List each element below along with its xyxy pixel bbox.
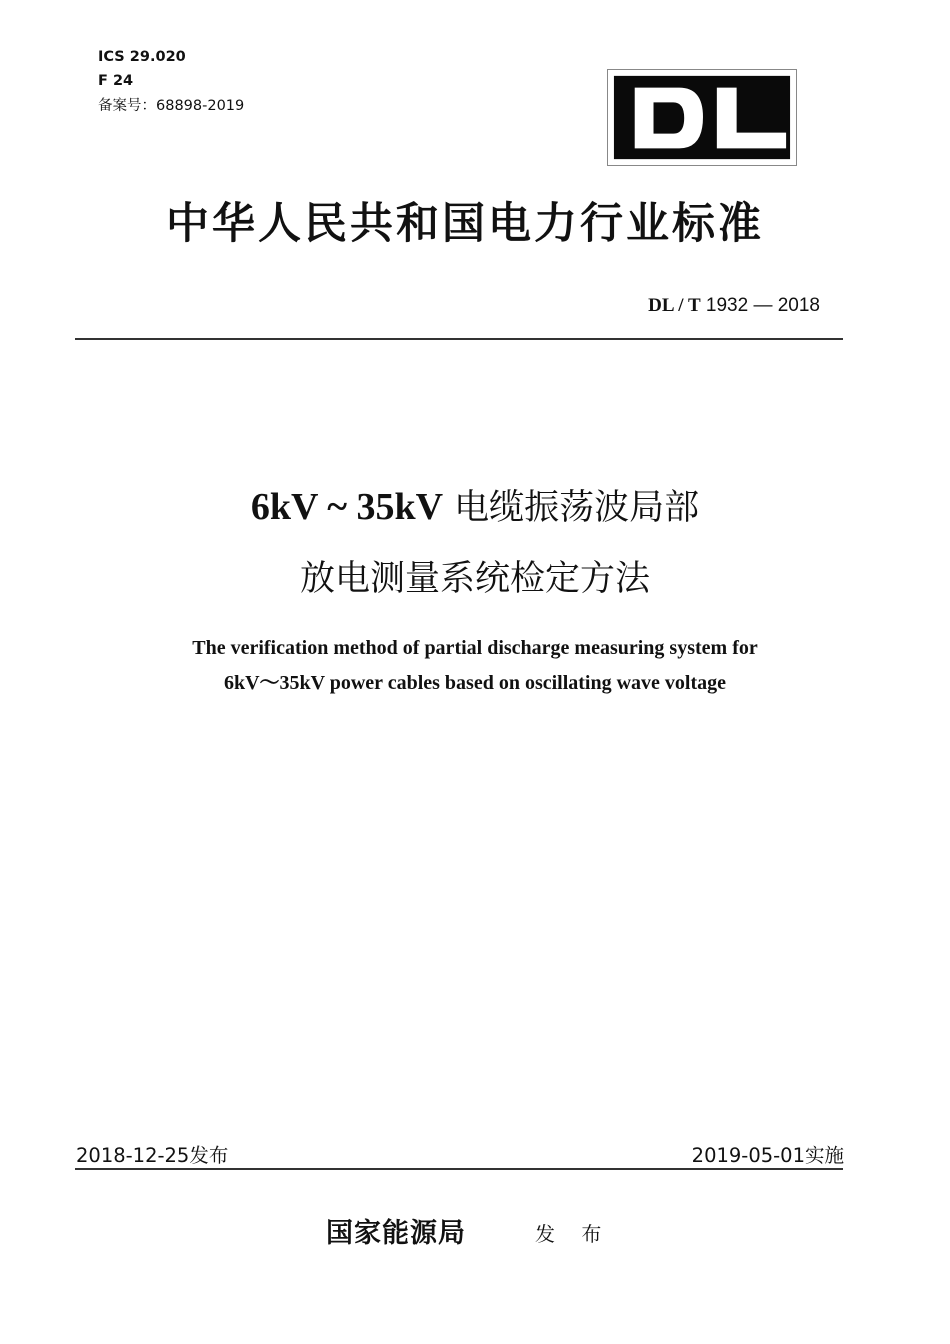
title-en-line-1: The verification method of partial discharge measuring system for bbox=[192, 637, 758, 659]
ics-code: ICS 29.020 bbox=[98, 49, 186, 65]
issue-date: 2018-12-25发布 bbox=[76, 1144, 229, 1167]
title-cn-line-1 bbox=[60, 480, 890, 530]
standard-category-title: 中华人民共和国电力行业标准 bbox=[166, 199, 764, 249]
implementation-date: 2019-05-01实施 bbox=[691, 1144, 844, 1167]
record-number: 备案号：68898-2019 bbox=[98, 98, 245, 114]
publish-label: 发 布 bbox=[535, 1222, 612, 1246]
ccs-code: F 24 bbox=[98, 73, 134, 89]
title-en-line-2: 6kV～35kV power cables based on oscillating wave voltage bbox=[223, 672, 727, 694]
title-cn-line-2: 放电测量系统检定方法 bbox=[299, 559, 650, 599]
standard-number bbox=[648, 295, 820, 317]
title-cn-line-1-text: 电缆振荡波局部 bbox=[443, 488, 700, 528]
title-voltage-range: 6kV ~ 35kV bbox=[250, 486, 444, 528]
top-divider bbox=[75, 338, 843, 340]
dl-logo bbox=[607, 69, 797, 166]
bottom-divider bbox=[75, 1168, 843, 1170]
standard-number-prefix: DL / T bbox=[648, 295, 701, 316]
publisher-name: 国家能源局 bbox=[326, 1218, 466, 1249]
standard-number-value: 1932 — 2018 bbox=[705, 295, 820, 316]
